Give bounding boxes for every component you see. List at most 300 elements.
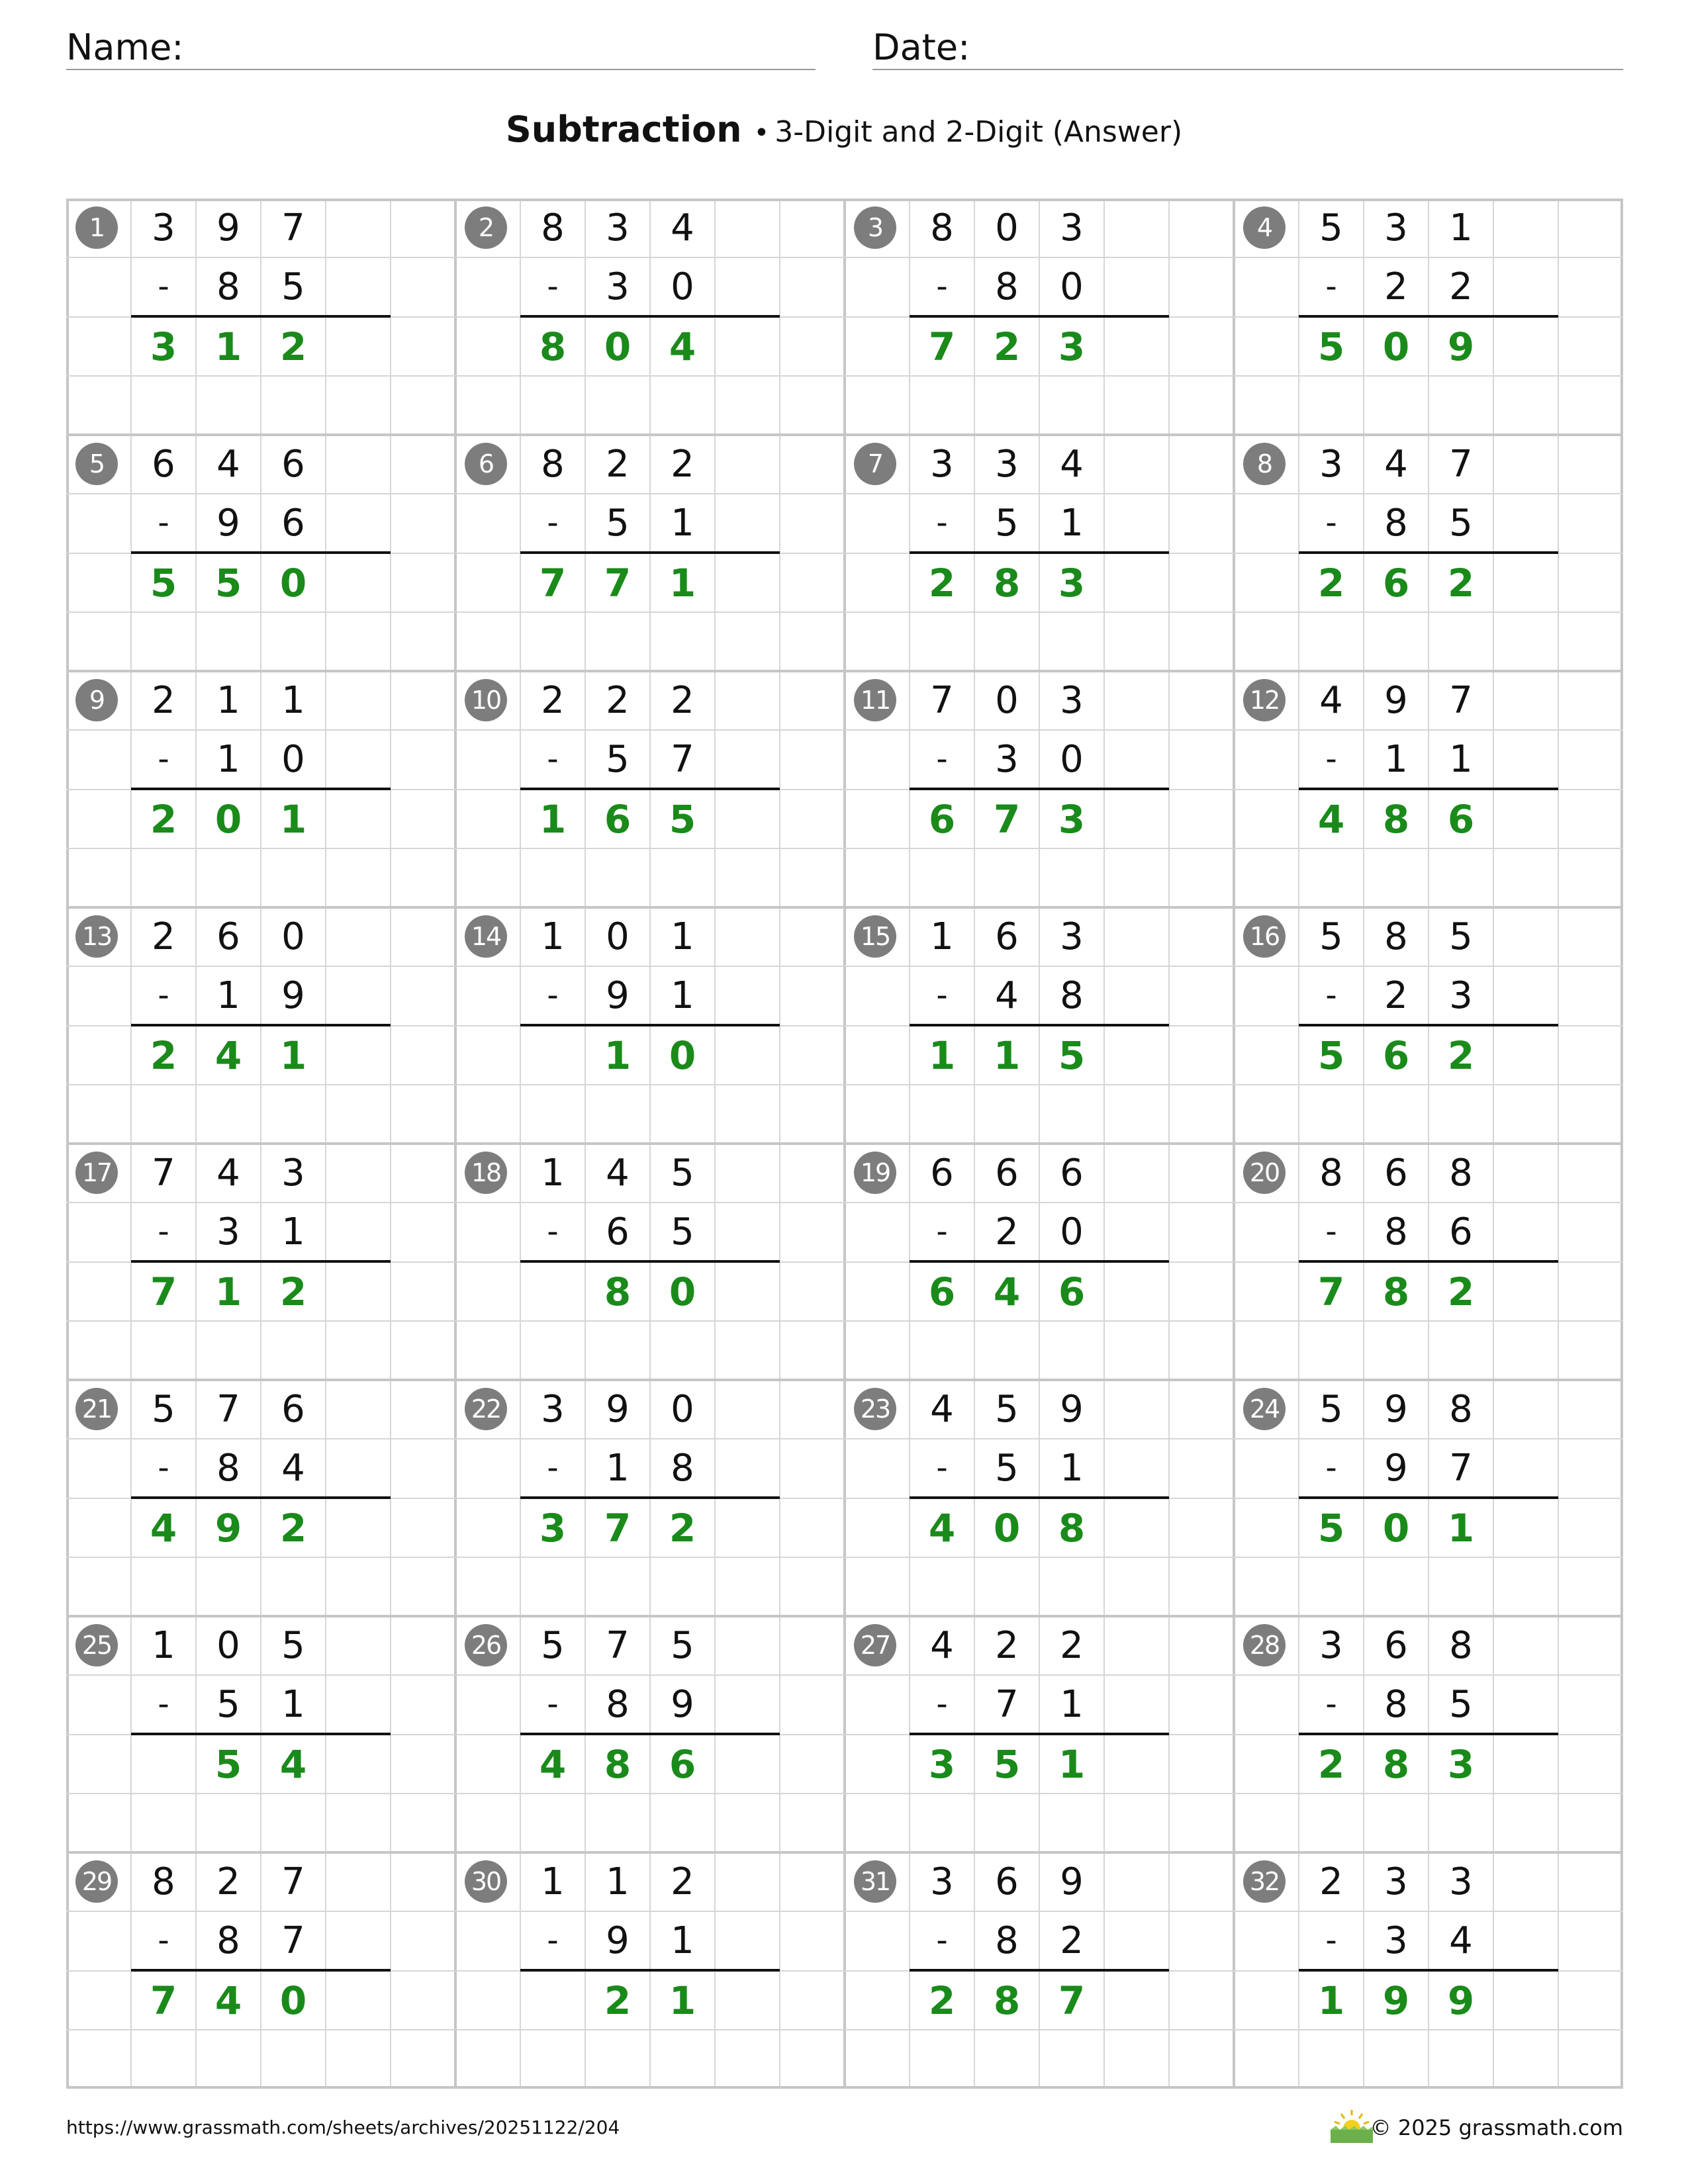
answer-digit: 2 xyxy=(1317,1742,1345,1787)
answer-digit: 4 xyxy=(539,1742,567,1787)
minuend-digit: 7 xyxy=(606,1624,630,1667)
subtrahend-digit: 5 xyxy=(1449,1683,1473,1726)
problem-16 xyxy=(1234,907,1623,1144)
minuend-digit: 7 xyxy=(152,1152,175,1195)
answer-rule-line xyxy=(1299,1260,1558,1263)
subtrahend-digit: 6 xyxy=(281,502,305,545)
answer-rule-line xyxy=(1299,315,1558,318)
answer-rule-line xyxy=(910,551,1169,554)
answer-digit: 6 xyxy=(1382,561,1410,606)
minuend-digit: 6 xyxy=(1060,1152,1084,1195)
minus-sign: - xyxy=(1325,1213,1337,1250)
subtrahend-digit: 9 xyxy=(606,974,630,1017)
problem-1 xyxy=(66,199,455,435)
minuend-digit: 9 xyxy=(1060,1860,1084,1903)
answer-digit: 7 xyxy=(604,1506,632,1551)
subtrahend-digit: 5 xyxy=(995,502,1019,545)
minuend-digit: 1 xyxy=(281,679,305,722)
minuend-digit: 1 xyxy=(671,915,694,958)
minuend-digit: 3 xyxy=(541,1388,565,1431)
minus-sign: - xyxy=(158,268,169,305)
subtrahend-digit: 6 xyxy=(1449,1210,1473,1253)
answer-rule-line xyxy=(520,1024,780,1026)
minuend-digit: 3 xyxy=(1060,915,1084,958)
problem-4 xyxy=(1234,199,1623,435)
answer-digit: 2 xyxy=(1447,1269,1475,1314)
subtrahend-digit: 8 xyxy=(1384,502,1408,545)
answer-rule-line xyxy=(910,1969,1169,1972)
answer-rule-line xyxy=(910,315,1169,318)
problem-number-badge: 6 xyxy=(465,443,507,485)
answer-rule-line xyxy=(131,788,391,790)
minuend-digit: 9 xyxy=(216,206,240,250)
minuend-digit: 1 xyxy=(930,915,954,958)
answer-digit: 8 xyxy=(1382,1269,1410,1314)
problem-11 xyxy=(845,671,1234,907)
subtrahend-digit: 1 xyxy=(281,1210,305,1253)
problem-number-badge: 32 xyxy=(1243,1860,1286,1903)
subtrahend-digit: 1 xyxy=(1384,738,1408,781)
answer-digit: 6 xyxy=(1058,1269,1086,1314)
minuend-digit: 3 xyxy=(1060,679,1084,722)
problem-number-badge: 31 xyxy=(854,1860,896,1903)
subtrahend-digit: 9 xyxy=(606,1919,630,1962)
minuend-digit: 9 xyxy=(606,1388,630,1431)
subtrahend-digit: 1 xyxy=(1449,738,1473,781)
answer-rule-line xyxy=(131,1969,391,1972)
minuend-digit: 6 xyxy=(995,915,1019,958)
date-label: Date: xyxy=(872,26,970,68)
answer-digit: 1 xyxy=(669,1978,696,2023)
problem-number-badge: 7 xyxy=(854,443,896,485)
answer-digit: 1 xyxy=(1317,1978,1345,2023)
minuend-digit: 8 xyxy=(930,206,954,250)
name-field[interactable] xyxy=(66,25,816,70)
subtrahend-digit: 0 xyxy=(1060,1210,1084,1253)
answer-digit: 8 xyxy=(604,1269,632,1314)
minuend-digit: 5 xyxy=(671,1624,694,1667)
subtrahend-digit: 6 xyxy=(606,1210,630,1253)
subtrahend-digit: 3 xyxy=(995,738,1019,781)
minuend-digit: 4 xyxy=(671,206,694,250)
problem-number-badge: 3 xyxy=(854,206,896,249)
answer-digit: 8 xyxy=(993,561,1021,606)
minuend-digit: 3 xyxy=(1319,443,1343,486)
answer-digit: 5 xyxy=(669,797,696,842)
subtrahend-digit: 5 xyxy=(1449,502,1473,545)
answer-digit: 8 xyxy=(539,324,567,369)
worksheet-title xyxy=(0,105,1688,163)
minuend-digit: 2 xyxy=(606,443,630,486)
answer-digit: 1 xyxy=(214,324,242,369)
answer-rule-line xyxy=(910,788,1169,790)
minuend-digit: 0 xyxy=(671,1388,694,1431)
answer-rule-line xyxy=(1299,1496,1558,1499)
subtrahend-digit: 7 xyxy=(1449,1447,1473,1490)
answer-digit: 8 xyxy=(1382,797,1410,842)
answer-digit: 4 xyxy=(1317,797,1345,842)
problem-20 xyxy=(1234,1144,1623,1380)
subtrahend-digit: 0 xyxy=(671,265,694,308)
answer-rule-line xyxy=(520,1969,780,1972)
answer-digit: 7 xyxy=(150,1978,177,2023)
subtrahend-digit: 7 xyxy=(671,738,694,781)
problem-9 xyxy=(66,671,455,907)
minuend-digit: 1 xyxy=(541,915,565,958)
problem-22 xyxy=(455,1380,845,1616)
name-label: Name: xyxy=(66,26,184,68)
problem-10 xyxy=(455,671,845,907)
minuend-digit: 1 xyxy=(606,1860,630,1903)
answer-digit: 1 xyxy=(539,797,567,842)
subtrahend-digit: 1 xyxy=(216,738,240,781)
minus-sign: - xyxy=(1325,977,1337,1014)
minus-sign: - xyxy=(936,741,948,778)
minuend-digit: 4 xyxy=(1319,679,1343,722)
minuend-digit: 5 xyxy=(1319,1388,1343,1431)
answer-rule-line xyxy=(1299,1733,1558,1735)
problem-number-badge: 23 xyxy=(854,1388,896,1430)
minus-sign: - xyxy=(158,977,169,1014)
minuend-digit: 0 xyxy=(995,206,1019,250)
answer-digit: 3 xyxy=(1058,324,1086,369)
answer-digit: 2 xyxy=(279,1269,307,1314)
answer-digit: 7 xyxy=(539,561,567,606)
problem-5 xyxy=(66,435,455,671)
problem-number-badge: 27 xyxy=(854,1624,896,1666)
minuend-digit: 3 xyxy=(152,206,175,250)
minus-sign: - xyxy=(936,268,948,305)
answer-digit: 1 xyxy=(1058,1742,1086,1787)
minuend-digit: 7 xyxy=(1449,679,1473,722)
answer-digit: 6 xyxy=(928,1269,956,1314)
problem-27 xyxy=(845,1616,1234,1852)
subtrahend-digit: 3 xyxy=(1449,974,1473,1017)
problem-number-badge: 17 xyxy=(75,1152,118,1194)
answer-digit: 6 xyxy=(669,1742,696,1787)
subtrahend-digit: 2 xyxy=(1384,265,1408,308)
minuend-digit: 5 xyxy=(1319,915,1343,958)
minuend-digit: 4 xyxy=(1060,443,1084,486)
minuend-digit: 6 xyxy=(216,915,240,958)
answer-digit: 0 xyxy=(279,561,307,606)
subtrahend-digit: 9 xyxy=(671,1683,694,1726)
subtrahend-digit: 5 xyxy=(606,738,630,781)
answer-digit: 8 xyxy=(1058,1506,1086,1551)
subtrahend-digit: 3 xyxy=(606,265,630,308)
minuend-digit: 4 xyxy=(606,1152,630,1195)
problem-number-badge: 20 xyxy=(1243,1152,1286,1194)
minus-sign: - xyxy=(158,1686,169,1723)
minuend-digit: 0 xyxy=(995,679,1019,722)
answer-digit: 0 xyxy=(993,1506,1021,1551)
problem-13 xyxy=(66,907,455,1144)
subtrahend-digit: 5 xyxy=(671,1210,694,1253)
minuend-digit: 3 xyxy=(606,206,630,250)
subtrahend-digit: 1 xyxy=(281,1683,305,1726)
minus-sign: - xyxy=(158,1922,169,1959)
problem-17 xyxy=(66,1144,455,1380)
problem-number-badge: 10 xyxy=(465,679,507,721)
answer-digit: 9 xyxy=(1382,1978,1410,2023)
problem-26 xyxy=(455,1616,845,1852)
answer-digit: 0 xyxy=(1382,324,1410,369)
minuend-digit: 4 xyxy=(216,1152,240,1195)
minuend-digit: 2 xyxy=(671,443,694,486)
minuend-digit: 2 xyxy=(671,679,694,722)
answer-digit: 3 xyxy=(150,324,177,369)
problem-25 xyxy=(66,1616,455,1852)
subtrahend-digit: 3 xyxy=(216,1210,240,1253)
answer-digit: 1 xyxy=(279,1033,307,1078)
minuend-digit: 2 xyxy=(606,679,630,722)
minuend-digit: 8 xyxy=(1449,1388,1473,1431)
minuend-digit: 0 xyxy=(606,915,630,958)
answer-rule-line xyxy=(520,1260,780,1263)
minuend-digit: 1 xyxy=(1449,206,1473,250)
problem-number-badge: 18 xyxy=(465,1152,507,1194)
answer-digit: 2 xyxy=(928,561,956,606)
minus-sign: - xyxy=(1325,268,1337,305)
problem-14 xyxy=(455,907,845,1144)
title-separator: • xyxy=(753,118,770,148)
minuend-digit: 5 xyxy=(1449,915,1473,958)
minuend-digit: 8 xyxy=(152,1860,175,1903)
answer-digit: 6 xyxy=(1382,1033,1410,1078)
minuend-digit: 5 xyxy=(1319,206,1343,250)
subtrahend-digit: 9 xyxy=(1384,1447,1408,1490)
answer-rule-line xyxy=(131,551,391,554)
minuend-digit: 3 xyxy=(930,443,954,486)
answer-rule-line xyxy=(520,788,780,790)
problem-12 xyxy=(1234,671,1623,907)
subtrahend-digit: 1 xyxy=(1060,1447,1084,1490)
subtrahend-digit: 5 xyxy=(606,502,630,545)
problem-number-badge: 15 xyxy=(854,915,896,958)
minuend-digit: 1 xyxy=(541,1860,565,1903)
minuend-digit: 2 xyxy=(1060,1624,1084,1667)
minuend-digit: 3 xyxy=(930,1860,954,1903)
title-main: Subtraction xyxy=(505,109,742,150)
subtrahend-digit: 5 xyxy=(216,1683,240,1726)
subtrahend-digit: 0 xyxy=(1060,265,1084,308)
problem-number-badge: 11 xyxy=(854,679,896,721)
problem-grid xyxy=(66,199,1623,2089)
problem-number-badge: 12 xyxy=(1243,679,1286,721)
problem-number-badge: 5 xyxy=(75,443,118,485)
problem-number-badge: 24 xyxy=(1243,1388,1286,1430)
answer-digit: 2 xyxy=(993,324,1021,369)
subtrahend-digit: 9 xyxy=(281,974,305,1017)
problem-number-badge: 25 xyxy=(75,1624,118,1666)
minuend-digit: 2 xyxy=(152,915,175,958)
minuend-digit: 6 xyxy=(1384,1624,1408,1667)
problem-31 xyxy=(845,1852,1234,2089)
footer-url[interactable]: https://www.grassmath.com/sheets/archives/20251122/204 xyxy=(66,2116,620,2138)
subtrahend-digit: 1 xyxy=(671,1919,694,1962)
minuend-digit: 5 xyxy=(995,1388,1019,1431)
answer-digit: 5 xyxy=(993,1742,1021,1787)
subtrahend-digit: 8 xyxy=(216,1447,240,1490)
minus-sign: - xyxy=(547,504,559,541)
minuend-digit: 6 xyxy=(995,1860,1019,1903)
answer-digit: 4 xyxy=(669,324,696,369)
minus-sign: - xyxy=(547,268,559,305)
answer-digit: 5 xyxy=(150,561,177,606)
minus-sign: - xyxy=(1325,1686,1337,1723)
answer-digit: 8 xyxy=(993,1978,1021,2023)
answer-rule-line xyxy=(520,315,780,318)
minuend-digit: 4 xyxy=(1384,443,1408,486)
problem-number-badge: 2 xyxy=(465,206,507,249)
answer-rule-line xyxy=(1299,551,1558,554)
minuend-digit: 6 xyxy=(152,443,175,486)
minuend-digit: 3 xyxy=(995,443,1019,486)
subtrahend-digit: 8 xyxy=(995,1919,1019,1962)
answer-rule-line xyxy=(131,1260,391,1263)
answer-digit: 9 xyxy=(1447,1978,1475,2023)
answer-rule-line xyxy=(520,1733,780,1735)
problem-30 xyxy=(455,1852,845,2089)
answer-digit: 2 xyxy=(150,797,177,842)
minuend-digit: 9 xyxy=(1384,679,1408,722)
answer-digit: 9 xyxy=(214,1506,242,1551)
answer-digit: 6 xyxy=(604,797,632,842)
subtrahend-digit: 0 xyxy=(1060,738,1084,781)
answer-digit: 7 xyxy=(150,1269,177,1314)
answer-digit: 2 xyxy=(669,1506,696,1551)
minus-sign: - xyxy=(936,1686,948,1723)
minuend-digit: 3 xyxy=(281,1152,305,1195)
minuend-digit: 8 xyxy=(1384,915,1408,958)
minuend-digit: 6 xyxy=(1384,1152,1408,1195)
minuend-digit: 4 xyxy=(216,443,240,486)
problem-3 xyxy=(845,199,1234,435)
minuend-digit: 2 xyxy=(216,1860,240,1903)
subtrahend-digit: 8 xyxy=(1384,1683,1408,1726)
minus-sign: - xyxy=(547,1449,559,1486)
subtrahend-digit: 2 xyxy=(1449,265,1473,308)
minuend-digit: 5 xyxy=(671,1152,694,1195)
minuend-digit: 6 xyxy=(281,1388,305,1431)
minus-sign: - xyxy=(158,1213,169,1250)
problem-21 xyxy=(66,1380,455,1616)
subtrahend-digit: 1 xyxy=(216,974,240,1017)
problem-number-badge: 4 xyxy=(1243,206,1286,249)
problem-number-badge: 29 xyxy=(75,1860,118,1903)
subtrahend-digit: 8 xyxy=(1060,974,1084,1017)
problem-2 xyxy=(455,199,845,435)
answer-digit: 4 xyxy=(279,1742,307,1787)
answer-digit: 3 xyxy=(539,1506,567,1551)
title-subtitle: 3-Digit and 2-Digit (Answer) xyxy=(774,115,1183,149)
minuend-digit: 5 xyxy=(541,1624,565,1667)
answer-digit: 5 xyxy=(1317,324,1345,369)
subtrahend-digit: 1 xyxy=(606,1447,630,1490)
answer-digit: 3 xyxy=(1058,797,1086,842)
problem-6 xyxy=(455,435,845,671)
answer-digit: 6 xyxy=(1447,797,1475,842)
minus-sign: - xyxy=(1325,1449,1337,1486)
problem-number-badge: 13 xyxy=(75,915,118,958)
date-field[interactable] xyxy=(872,25,1623,70)
minus-sign: - xyxy=(936,504,948,541)
problem-8 xyxy=(1234,435,1623,671)
answer-digit: 5 xyxy=(214,561,242,606)
answer-digit: 5 xyxy=(1317,1506,1345,1551)
subtrahend-digit: 4 xyxy=(995,974,1019,1017)
problem-number-badge: 19 xyxy=(854,1152,896,1194)
minuend-digit: 2 xyxy=(671,1860,694,1903)
minuend-digit: 1 xyxy=(216,679,240,722)
problem-29 xyxy=(66,1852,455,2089)
answer-digit: 6 xyxy=(928,797,956,842)
minus-sign: - xyxy=(547,1213,559,1250)
minuend-digit: 1 xyxy=(152,1624,175,1667)
answer-rule-line xyxy=(520,551,780,554)
subtrahend-digit: 8 xyxy=(606,1683,630,1726)
subtrahend-digit: 1 xyxy=(671,974,694,1017)
minuend-digit: 7 xyxy=(1449,443,1473,486)
problem-32 xyxy=(1234,1852,1623,2089)
answer-digit: 4 xyxy=(214,1033,242,1078)
problem-number-badge: 8 xyxy=(1243,443,1286,485)
answer-digit: 2 xyxy=(928,1978,956,2023)
answer-digit: 1 xyxy=(279,797,307,842)
minuend-digit: 1 xyxy=(541,1152,565,1195)
subtrahend-digit: 8 xyxy=(216,265,240,308)
minus-sign: - xyxy=(547,741,559,778)
minus-sign: - xyxy=(547,1922,559,1959)
minus-sign: - xyxy=(547,977,559,1014)
answer-rule-line xyxy=(910,1260,1169,1263)
answer-digit: 0 xyxy=(1382,1506,1410,1551)
answer-digit: 2 xyxy=(1447,1033,1475,1078)
answer-digit: 8 xyxy=(1382,1742,1410,1787)
answer-digit: 5 xyxy=(1058,1033,1086,1078)
minuend-digit: 8 xyxy=(541,206,565,250)
minus-sign: - xyxy=(1325,504,1337,541)
problem-number-badge: 21 xyxy=(75,1388,118,1430)
problem-28 xyxy=(1234,1616,1623,1852)
subtrahend-digit: 4 xyxy=(1449,1919,1473,1962)
problem-number-badge: 30 xyxy=(465,1860,507,1903)
answer-digit: 8 xyxy=(604,1742,632,1787)
answer-digit: 0 xyxy=(669,1269,696,1314)
subtrahend-digit: 8 xyxy=(1384,1210,1408,1253)
answer-rule-line xyxy=(1299,788,1558,790)
answer-rule-line xyxy=(1299,1024,1558,1026)
answer-digit: 4 xyxy=(993,1269,1021,1314)
answer-digit: 2 xyxy=(604,1978,632,2023)
problem-number-badge: 28 xyxy=(1243,1624,1286,1666)
minuend-digit: 3 xyxy=(1319,1624,1343,1667)
answer-digit: 7 xyxy=(993,797,1021,842)
subtrahend-digit: 0 xyxy=(281,738,305,781)
answer-rule-line xyxy=(1299,1969,1558,1972)
minuend-digit: 6 xyxy=(930,1152,954,1195)
subtrahend-digit: 5 xyxy=(995,1447,1019,1490)
answer-digit: 0 xyxy=(669,1033,696,1078)
minus-sign: - xyxy=(158,741,169,778)
minus-sign: - xyxy=(1325,1922,1337,1959)
answer-rule-line xyxy=(131,1496,391,1499)
answer-digit: 0 xyxy=(604,324,632,369)
answer-digit: 4 xyxy=(214,1978,242,2023)
minuend-digit: 3 xyxy=(1384,206,1408,250)
subtrahend-digit: 3 xyxy=(1384,1919,1408,1962)
minuend-digit: 7 xyxy=(281,1860,305,1903)
